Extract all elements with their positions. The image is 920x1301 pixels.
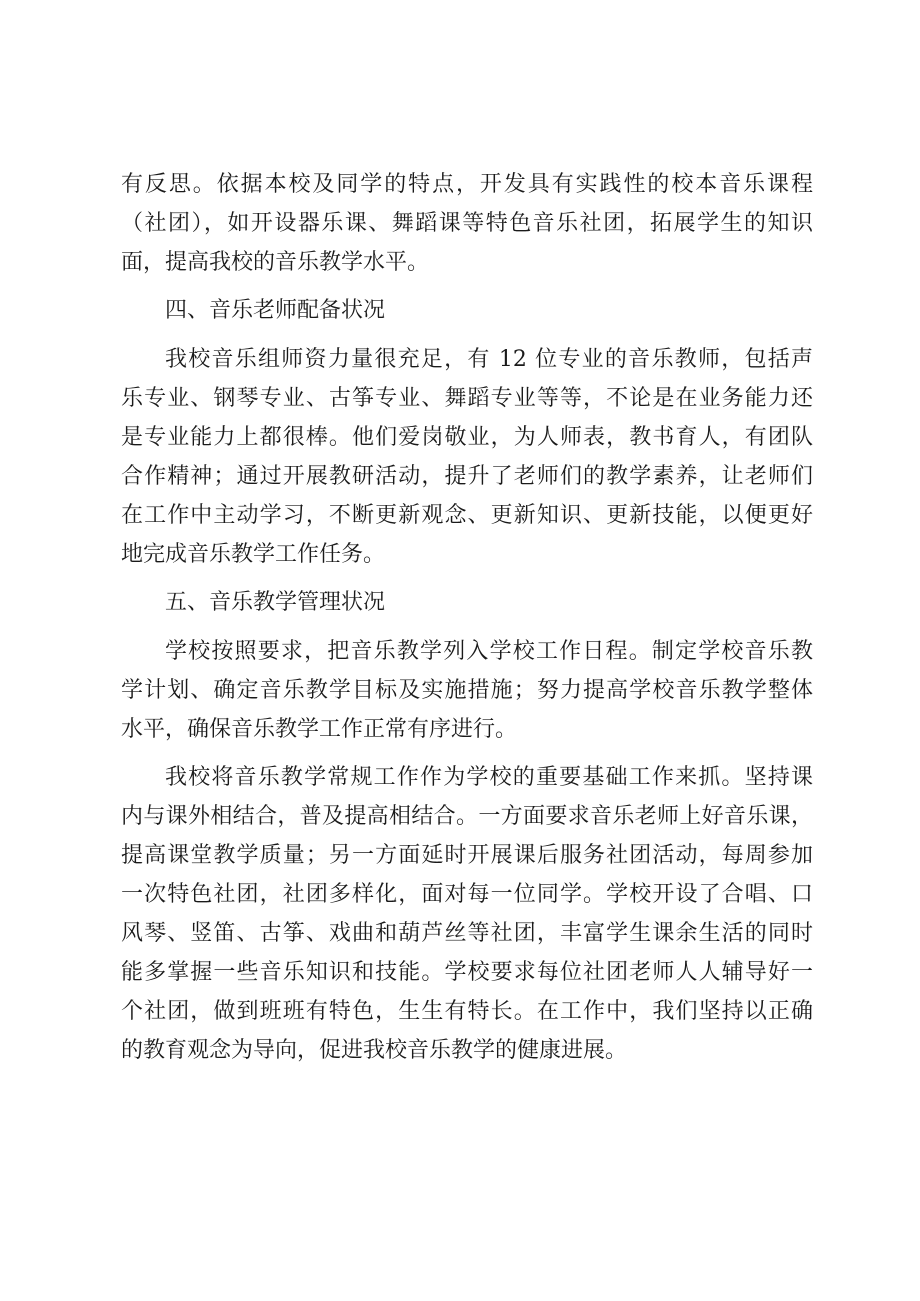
text-line: 能多掌握一些音乐知识和技能。学校要求每位社团老师人人辅导好一 — [121, 960, 813, 985]
text-line: 在工作中主动学习，不断更新观念、更新知识、更新技能，以便更好 — [121, 503, 813, 528]
section-heading: 四、音乐老师配备状况 — [165, 298, 386, 323]
text-line: 内与课外相结合，普及提高相结合。一方面要求音乐老师上好音乐课， — [121, 804, 813, 829]
paragraph — [121, 165, 813, 282]
text-line: 合作精神；通过开展教研活动，提升了老师们的教学素养，让老师们 — [121, 464, 813, 489]
text-line: 学校按照要求，把音乐教学列入学校工作日程。制定学校音乐教 — [165, 639, 813, 664]
text-line: 我校将音乐教学常规工作作为学校的重要基础工作来抓。坚持课 — [165, 765, 813, 790]
text-line: 有反思。依据本校及同学的特点，开发具有实践性的校本音乐课程 — [121, 172, 813, 197]
paragraph — [121, 758, 813, 1070]
text-line: 风琴、竖笛、古筝、戏曲和葫芦丝等社团，丰富学生课余生活的同时 — [121, 921, 813, 946]
text-line: 一次特色社团，社团多样化，面对每一位同学。学校开设了合唱、口 — [121, 882, 813, 907]
text-line: 乐专业、钢琴专业、古筝专业、舞蹈专业等等，不论是在业务能力还 — [121, 386, 813, 411]
paragraph — [121, 340, 813, 574]
text-line: 面，提高我校的音乐教学水平。 — [121, 250, 430, 275]
section-heading: 五、音乐教学管理状况 — [165, 590, 386, 615]
text-line: 是专业能力上都很棒。他们爱岗敬业，为人师表，教书育人，有团队 — [121, 425, 813, 450]
text-line: 我校音乐组师资力量很充足，有 12 位专业的音乐教师，包括声 — [165, 347, 813, 372]
text-line: 个社团，做到班班有特色，生生有特长。在工作中，我们坚持以正确 — [121, 999, 813, 1024]
text-line: 学计划、确定音乐教学目标及实施措施；努力提高学校音乐教学整体 — [121, 678, 813, 703]
text-line: 提高课堂教学质量；另一方面延时开展课后服务社团活动，每周参加 — [121, 843, 813, 868]
text-line: 地完成音乐教学工作任务。 — [121, 542, 386, 567]
paragraph — [121, 632, 813, 749]
text-line: 的教育观念为导向，促进我校音乐教学的健康进展。 — [121, 1038, 628, 1063]
text-line: （社团），如开设器乐课、舞蹈课等特色音乐社团，拓展学生的知识 — [121, 211, 813, 236]
text-line: 水平，确保音乐教学工作正常有序进行。 — [121, 717, 518, 742]
document-body — [121, 165, 813, 1070]
